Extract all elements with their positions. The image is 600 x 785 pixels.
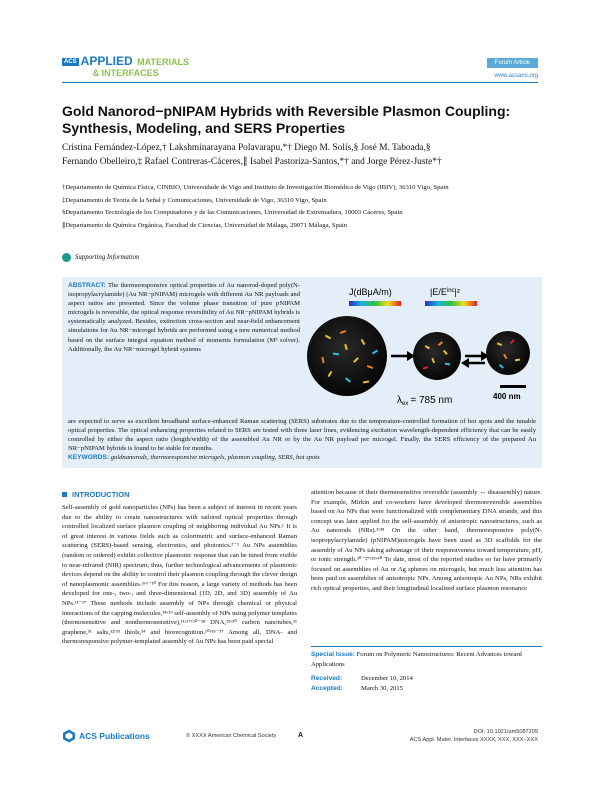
affiliation: ∥Departamento de Química Orgánica, Facultad de Ciencias, Universidad de Málaga, 29071 Málaga, Spain [62, 221, 348, 229]
keywords-list: goldnanorods, thermoresponsive microgels, plasmon coupling, SERS, hot spots [110, 454, 320, 461]
accepted-row [311, 684, 542, 694]
microgel-sphere-large [307, 316, 387, 396]
keywords-label: KEYWORDS: [68, 454, 110, 461]
special-issue-text: Forum on Polymeric Nanostructures: Recent Advances toward Applications [311, 651, 522, 668]
abstract-text-full: are expected to serve as excellent broadband surface-enhanced Raman scattering (SERS) substrates due to the temperature-controlled formation of hot spots and the tunable optical properties. The optical enhancing properties related to SERS are tested with three laser lines, evidencing excitation wavelength-dependent efficiency that can be easily controlled by either the aspect ratio (length/width) of the assembled Au NR or by the Au NR payload per microgel. Finally, the SERS efficiency of the prepared Au NR−pNIPAM hybrids is found to be stable for months. [68, 418, 536, 453]
accepted-date: March 30, 2015 [361, 684, 403, 692]
journal-logo [62, 55, 189, 79]
doi[interactable]: DOI: 10.1021/am5087209 [473, 729, 538, 735]
paper-title: Gold Nanorod−pNIPAM Hybrids with Reversible Plasmon Coupling: Synthesis, Modeling, and SERS Properties [62, 103, 511, 136]
publisher-name: ACS Publications [79, 731, 150, 741]
toc-figure [305, 281, 537, 411]
affiliation: §Departamento Tecnología de los Computadores y de las Comunicaciones, Universidad de Extremadura, 10003 Cáceres, Spain [62, 209, 403, 217]
logo-materials: MATERIALS [137, 57, 189, 67]
introduction-heading-text: INTRODUCTION [72, 490, 130, 499]
received-row [311, 674, 542, 684]
excitation-wavelength-label: $\lambda_{ex} = 785$ nm [397, 395, 453, 407]
supporting-info-label: Supporting Information [75, 254, 140, 261]
article-dates [311, 674, 542, 693]
abstract-body-left: The thermoresponsive optical properties of Au nanorod-doped poly(N-isopropylacrylamide) (Au NR−pNIPAM) microgels with different Au NR payloads and aspect ratios are presented. Since the volume phase transition of pure pNIPAM microgels is reversible, the optical response reversibility of Au NR−pNIPAM hybrids is systematically analyzed. Besides, extinction cross-section and near-field enhancement simulations for Au NR−microgel hybrids are performed using a new numerical method based on the surface integral equation method of moments formulation (M³ solver). Additionally, the Au NR−microgel hybrid systems [68, 282, 300, 353]
page-number: A [298, 732, 304, 739]
authors-line-2: Fernando Obelleiro,‡ Rafael Contreras-Cáceres,∥ Isabel Pastoriza-Santos,*† and Jorge Pérez-Juste*† [62, 157, 442, 167]
microgel-sphere-small [486, 331, 530, 375]
scale-bar-label: 400 nm [493, 392, 521, 401]
page-footer [62, 729, 538, 743]
special-issue-label: Special Issue: [311, 651, 355, 658]
colorbar-field [425, 301, 477, 306]
supporting-info-icon [62, 253, 71, 262]
keywords [68, 454, 536, 461]
logo-interfaces: & INTERFACES [92, 68, 159, 78]
section-heading-introduction [62, 490, 130, 499]
received-label: Received: [311, 675, 343, 682]
arrow-left-head-icon [461, 358, 469, 368]
section-bullet-icon [62, 492, 67, 497]
colorbar-current-label: J(dBμA/m) [349, 287, 392, 297]
supporting-information-link[interactable] [62, 253, 139, 262]
toc-graphic [305, 281, 537, 411]
colorbar-field-label: $|E/E^{inc}|^2$ [430, 287, 460, 297]
affiliation: †Departamento de Química Física, CINBIO, Universidade de Vigo and Instituto de Investigación Biomédica de Vigo (IBIV), 36310 Vigo, Spain [62, 184, 449, 191]
acs-publications-logo [62, 729, 150, 743]
journal-wordmark [81, 55, 189, 79]
logo-applied: APPLIED [80, 54, 133, 68]
author-list [62, 141, 542, 169]
acs-hexagon-icon [62, 729, 76, 743]
abstract-text-left [68, 281, 300, 354]
affiliation: ‡Departamento de Teoría de la Señal y Comunicaciones, Universidade de Vigo, 36310 Vigo, Spain [62, 196, 327, 204]
accepted-label: Accepted: [311, 684, 343, 692]
authors-line-1: Cristina Fernández-López,† Lakshminarayana Polavarapu,*† Diego M. Solís,§ José M. Taboada,§ [62, 143, 431, 153]
journal-citation: ACS Appl. Mater. Interfaces XXXX, XXX, XXX−XXX [409, 736, 538, 743]
abstract-label: ABSTRACT: [68, 282, 106, 289]
microgel-sphere-medium [413, 332, 461, 380]
article-type-badge: Forum Article [487, 58, 538, 68]
intro-column-right: attention because of their thermosensitive reversible (assembly ↔ disassembly) nature. For example, Mirkin and co-workers have developed thermoreversible assemblies based on Au NPs that were functionalized with complementary DNA strands, and this concept was later applied for the self-assembly of anisotropic nanostructures, such as Au nanorods (NRs).²ʸ³⁸ On the other hand, thermoresponsive poly(N-isopropylacrylamide) (pNIPAM)microgels have been used as 3D scaffolds for the assembly of Au NPs taking advantage of their responsiveness toward temperature, pH, or ionic strength.²⁰⁻²⁷ʸ³⁹ʸ⁴⁰ To date, most of the reported studies so far have primarily focused on assemblies of Au or Ag spheres on microgels, but much less attention has been paid on assemblies of anisotropic NPs. Among anisotropic Au NPs, NRs exhibit rich optical properties, and their longitudinal localized surface plasmon resonance [311, 489, 542, 592]
acs-logo-mark: ACS [64, 59, 77, 65]
scale-bar [500, 385, 526, 388]
received-date: December 10, 2014 [361, 675, 413, 682]
doi-block [410, 729, 538, 744]
copyright: © XXXX American Chemical Society [186, 733, 277, 739]
colorbar-current [349, 301, 401, 306]
header-divider [62, 82, 538, 83]
special-issue-box [311, 646, 542, 693]
journal-url[interactable]: www.acsami.org [494, 73, 538, 79]
intro-column-left: Self-assembly of gold nanoparticles (NPs) has been a subject of interest in recent years due to the ability to create nanostructures with tailored optical properties through controlled localized surface plasmon coupling of neighboring individual Au NPs.¹ It is of great interest in various fields such as colorimetric and surface-enhanced Raman scattering (SERS)-based sensing, electronics, and photonics.²⁻⁵ Au NPs assemblies (random or ordered) exhibit collective plasmonic response that can be tuned from visible to near-infrared (NIR) spectrum; thus, further technological advancements of plasmonic devices depend on the ability to control their plasmon coupling through the clever design of nanoplasmonic assemblies.³ʸ⁶⁻¹⁰ For this reason, a large variety of methods has been developed for one-, two-, and three-dimensional (1D, 2D, and 3D) assembly of Au NPs.¹¹⁻¹⁷ These methods include assembly of NPs through chemical or physical interactions of the capping molecules,¹⁸ʸ¹⁹ self-assembly of NPs using polymer templates (thermosensitive and nonthermosensitive),¹¹ʸ¹⁷ʸ²⁰⁻²⁸ DNA,²⁹ʸ³⁰ carbon nanotubes,³¹ graphene,³¹ salts,³²ʸ³³ thiols,³⁴ and biorecognition.¹⁰ʸ³⁵⁻³⁷ Among all, DNA- and thermoresponsive polymer-templated assembly of Au NPs has been paid special [62, 504, 297, 646]
affiliations [62, 183, 542, 233]
